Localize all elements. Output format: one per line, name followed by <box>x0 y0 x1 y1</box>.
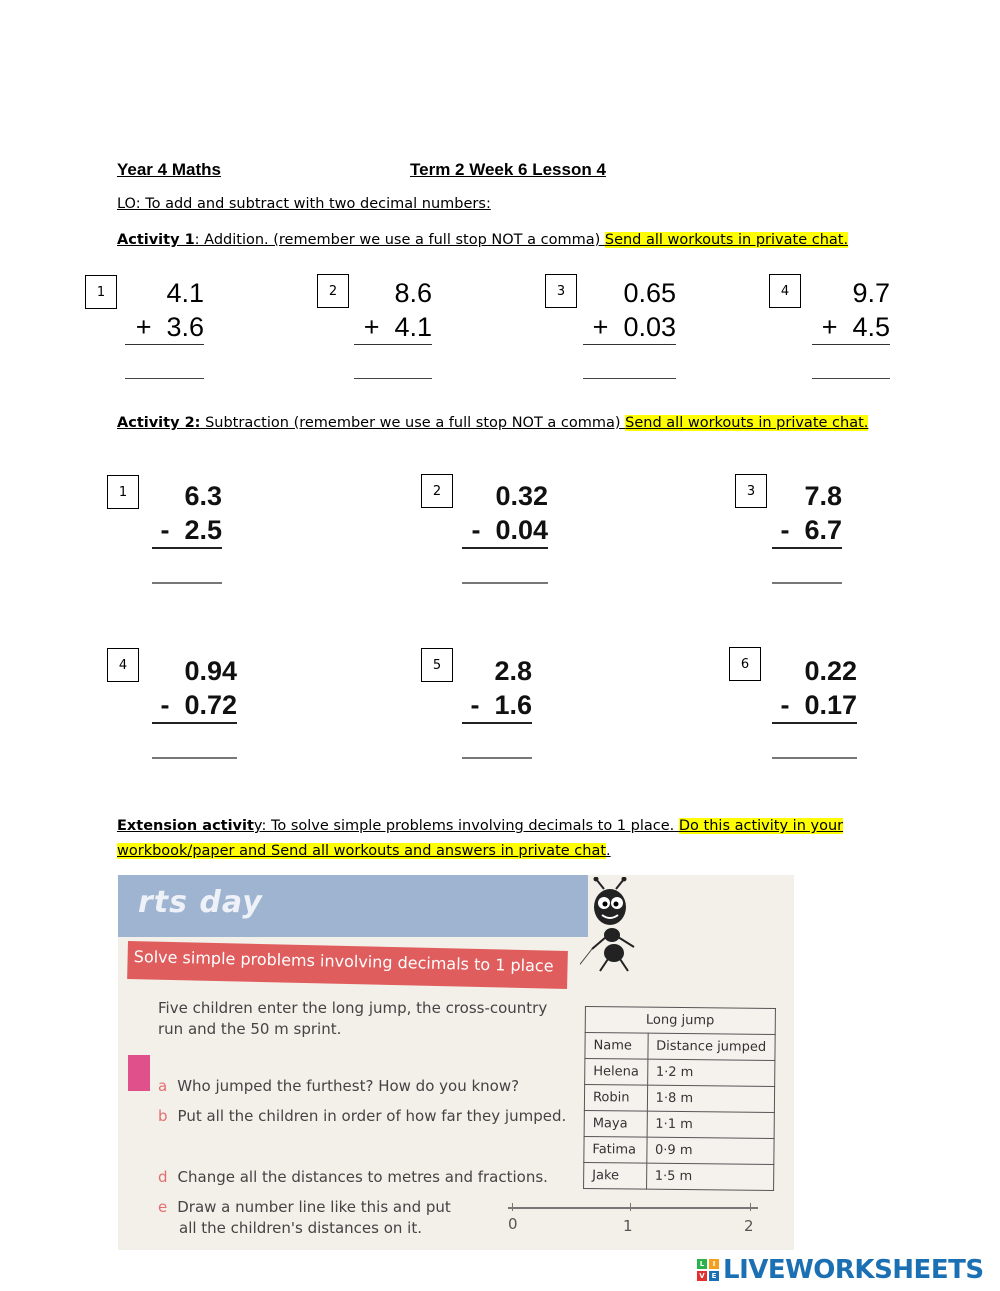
problem-bottom: + 4.5 <box>812 310 890 345</box>
table-cell-name: Jake <box>584 1163 647 1190</box>
question-letter: b <box>158 1107 168 1125</box>
problem-number-box: 3 <box>545 274 577 308</box>
logo-mark-icon <box>697 1259 719 1281</box>
problem-top: 4.1 <box>166 278 204 308</box>
ant-mascot-icon <box>580 877 650 972</box>
table-cell-name: Robin <box>584 1085 647 1112</box>
number-line <box>508 1207 758 1209</box>
question-e <box>158 1198 451 1216</box>
answer-line[interactable] <box>462 757 532 759</box>
subtraction-problem <box>772 479 842 584</box>
problem-top: 9.7 <box>852 278 890 308</box>
table-cell-name: Fatima <box>584 1137 647 1164</box>
activity2-text: Subtraction (remember we use a full stop NOT a comma) <box>200 415 626 431</box>
activity1-text: : Addition. (remember we use a full stop NOT a comma) <box>194 232 605 248</box>
learning-objective: LO: To add and subtract with two decimal numbers: <box>117 196 491 212</box>
subtraction-problem <box>462 479 548 584</box>
problem-number-box: 1 <box>85 275 117 309</box>
question-letter: e <box>158 1198 168 1216</box>
intro-line-1: Five children enter the long jump, the cross-country <box>158 999 548 1017</box>
answer-line[interactable] <box>772 757 857 759</box>
subtraction-problem <box>152 654 237 759</box>
table-cell-distance: 1·2 m <box>647 1059 774 1086</box>
problem-bottom: - 1.6 <box>462 688 532 724</box>
table-row <box>585 1059 775 1087</box>
problem-bottom: - 0.17 <box>772 688 857 724</box>
table-cell-name: Helena <box>585 1059 648 1086</box>
activity2-highlight: Send all workouts in private chat. <box>625 415 869 431</box>
extension-highlight-1: Do this activity in your <box>678 818 844 834</box>
problem-number-box: 4 <box>107 648 139 682</box>
problem-number-box: 2 <box>317 274 349 308</box>
problem-bottom: + 4.1 <box>354 310 432 345</box>
table-row <box>584 1085 774 1113</box>
answer-line[interactable] <box>462 582 548 584</box>
table-cell-distance: 1·8 m <box>647 1085 774 1112</box>
table-row <box>584 1111 774 1139</box>
numberline-label: 2 <box>744 1217 754 1235</box>
intro-line-2: run and the 50 m sprint. <box>158 1020 342 1038</box>
table-cell-name: Maya <box>584 1111 647 1138</box>
numberline-label: 0 <box>508 1215 518 1233</box>
challenge-tag <box>128 1055 150 1091</box>
question-text: Who jumped the furthest? How do you know? <box>177 1077 520 1095</box>
extension-text: : To solve simple problems involving decimals to 1 place. <box>261 818 679 834</box>
question-text: Draw a number line like this and put <box>177 1198 451 1216</box>
subtraction-problem <box>772 654 857 759</box>
table-caption: Long jump <box>585 1007 775 1035</box>
activity1-label: Activity 1 <box>117 232 195 248</box>
table-cell-distance: 0·9 m <box>646 1137 773 1164</box>
answer-line[interactable] <box>125 378 204 379</box>
question-letter: a <box>158 1077 168 1095</box>
question-e-line2: all the children's distances on it. <box>179 1219 422 1237</box>
question-a <box>158 1077 519 1095</box>
answer-line[interactable] <box>772 582 842 584</box>
problem-top: 2.8 <box>494 656 532 686</box>
numberline-tick <box>630 1203 631 1211</box>
problem-bottom: + 0.03 <box>583 310 676 345</box>
question-letter: d <box>158 1168 168 1186</box>
addition-problem <box>125 276 204 379</box>
problem-bottom: - 0.04 <box>462 513 548 549</box>
extension-label-tail: y <box>253 818 262 834</box>
answer-line[interactable] <box>152 582 222 584</box>
extension-instruction-line2 <box>117 843 611 859</box>
logo-wordmark: LIVEWORKSHEETS <box>723 1255 984 1285</box>
logo-mark-letter: L <box>697 1259 707 1269</box>
numberline-label: 1 <box>623 1217 633 1235</box>
answer-line[interactable] <box>583 378 676 379</box>
question-d <box>158 1168 548 1186</box>
extension-label: Extension activit <box>117 818 254 834</box>
answer-line[interactable] <box>152 757 237 759</box>
addition-problem <box>812 276 890 379</box>
activity2-instruction <box>117 415 868 431</box>
problem-bottom: - 6.7 <box>772 513 842 549</box>
extension-instruction <box>117 818 843 834</box>
problem-number-box: 6 <box>729 647 761 681</box>
addition-problem <box>354 276 432 379</box>
extension-end: . <box>606 843 611 859</box>
table-header: Name <box>585 1033 648 1060</box>
table-row <box>584 1163 774 1191</box>
numberline-tick <box>750 1203 751 1211</box>
problem-top: 0.32 <box>495 481 548 511</box>
table-header: Distance jumped <box>648 1033 775 1060</box>
logo-mark-letter: V <box>697 1271 707 1281</box>
liveworksheets-logo <box>697 1255 984 1285</box>
banner-title: rts day <box>138 885 263 920</box>
logo-mark-letter: I <box>709 1259 719 1269</box>
subject-title: Year 4 Maths <box>117 160 221 179</box>
lesson-title: Term 2 Week 6 Lesson 4 <box>410 160 606 179</box>
logo-mark-letter: E <box>709 1271 719 1281</box>
addition-problem <box>583 276 676 379</box>
table-row <box>584 1137 774 1165</box>
activity2-label: Activity 2: <box>117 415 201 431</box>
question-b <box>158 1107 566 1125</box>
problem-number-box: 1 <box>107 475 139 509</box>
problem-top: 0.94 <box>184 656 237 686</box>
subtitle-text: Solve simple problems involving decimals to 1 place <box>133 947 554 976</box>
activity1-highlight: Send all workouts in private chat. <box>604 232 849 248</box>
subtraction-problem <box>462 654 532 759</box>
problem-number-box: 4 <box>769 274 801 308</box>
table-cell-distance: 1·5 m <box>646 1163 773 1190</box>
problem-number-box: 2 <box>421 474 453 508</box>
problem-bottom: - 0.72 <box>152 688 237 724</box>
extension-highlight-2: workbook/paper and Send all workouts and answers in private chat <box>117 843 607 859</box>
problem-top: 6.3 <box>184 481 222 511</box>
problem-number-box: 3 <box>735 474 767 508</box>
problem-top: 7.8 <box>804 481 842 511</box>
activity1-instruction <box>117 232 848 248</box>
subtraction-problem <box>152 479 222 584</box>
problem-top: 0.22 <box>804 656 857 686</box>
numberline-tick <box>512 1203 513 1211</box>
answer-line[interactable] <box>354 378 432 379</box>
long-jump-table <box>583 1006 775 1191</box>
problem-bottom: + 3.6 <box>125 310 204 345</box>
table-cell-distance: 1·1 m <box>647 1111 774 1138</box>
problem-number-box: 5 <box>421 648 453 682</box>
problem-top: 0.65 <box>623 278 676 308</box>
answer-line[interactable] <box>812 378 890 379</box>
textbook-photo <box>118 875 794 1250</box>
question-text: Change all the distances to metres and fractions. <box>177 1168 548 1186</box>
question-text: Put all the children in order of how far they jumped. <box>177 1107 567 1125</box>
problem-bottom: - 2.5 <box>152 513 222 549</box>
problem-top: 8.6 <box>394 278 432 308</box>
